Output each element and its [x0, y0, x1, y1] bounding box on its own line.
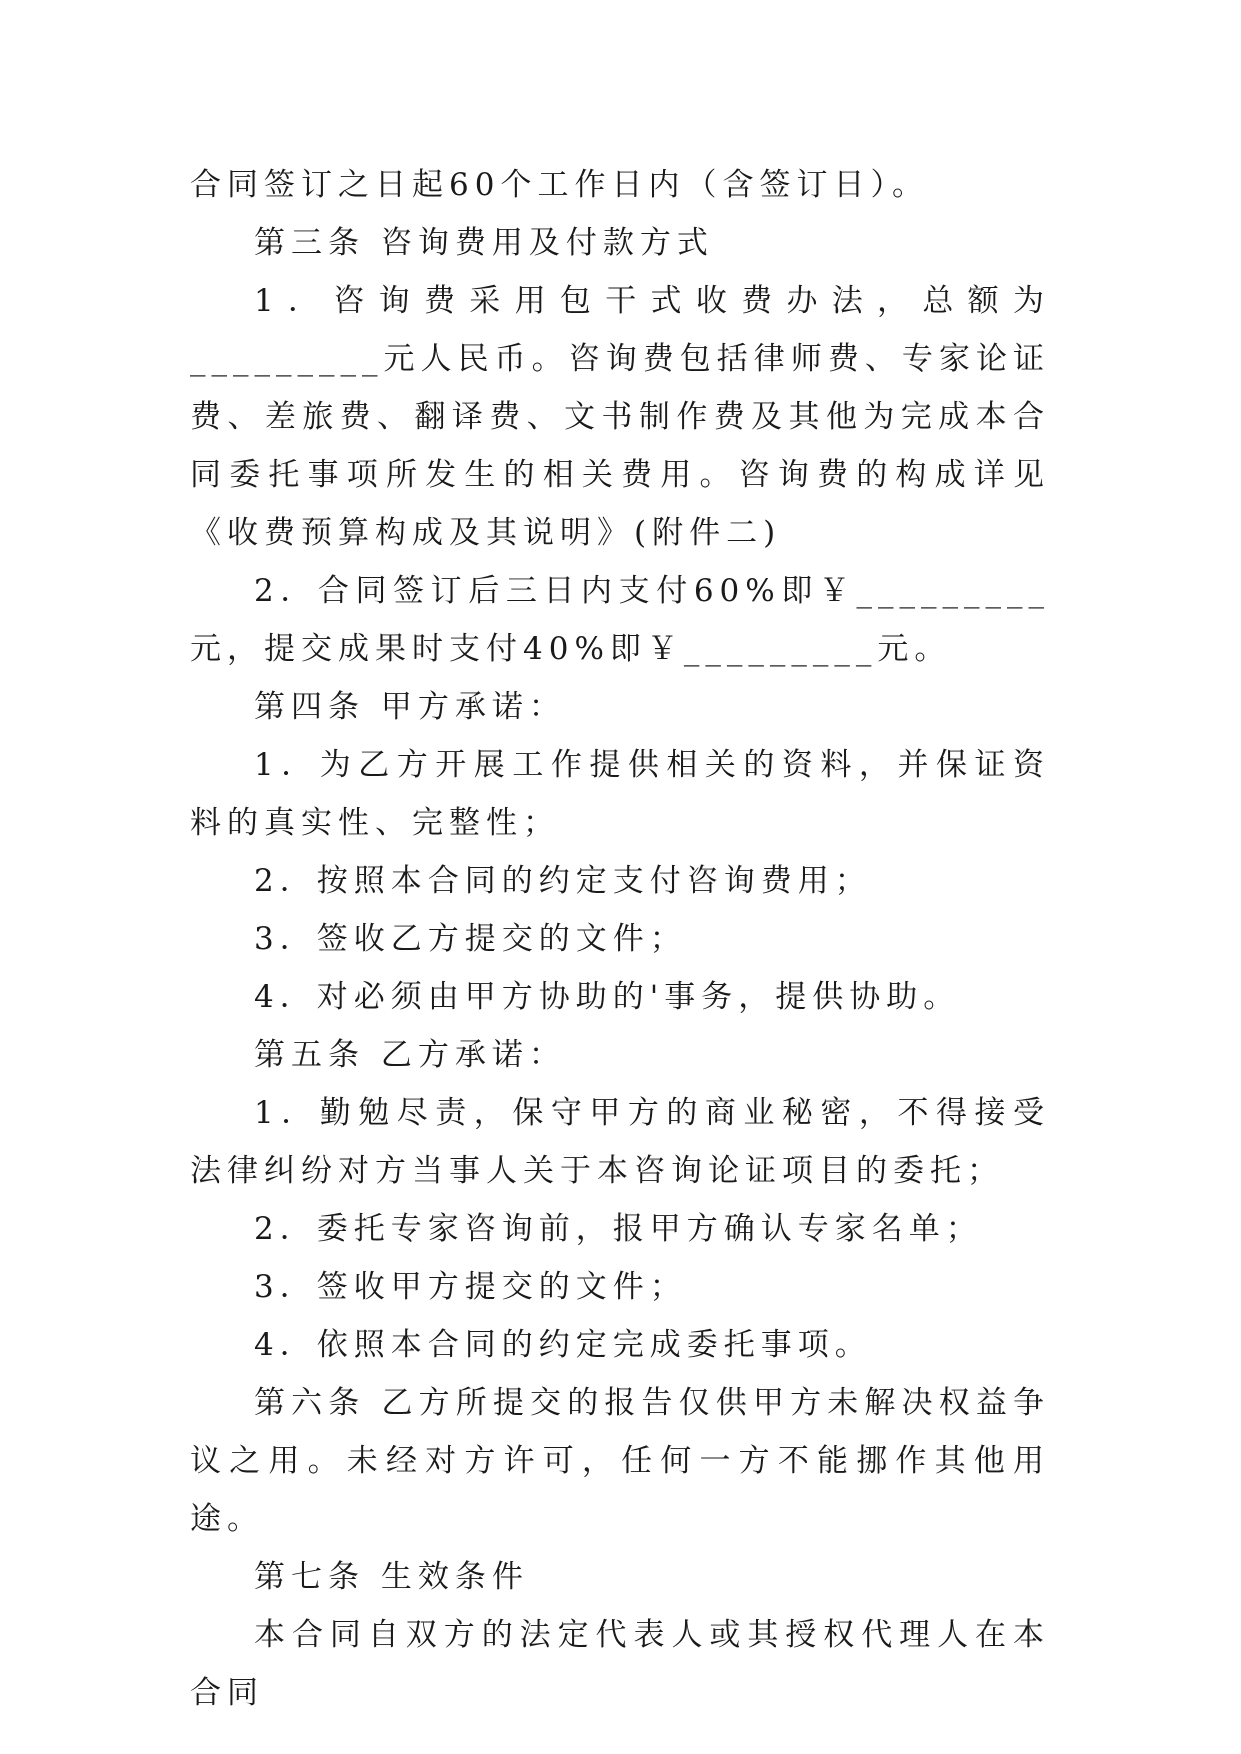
document-body	[190, 156, 1050, 1722]
article-4-heading: 第四条 甲方承诺：	[254, 689, 566, 725]
article-5-heading: 第五条 乙方承诺：	[254, 1037, 566, 1073]
article-7-heading: 第七条 生效条件	[254, 1559, 529, 1595]
article-5-item-2: 2．委托专家咨询前，报甲方确认专家名单；	[254, 1211, 983, 1247]
article-5-item-3: 3．签收甲方提交的文件；	[254, 1269, 687, 1305]
article-3-heading: 第三条 咨询费用及付款方式	[254, 225, 714, 261]
article-3-item-2: 2．合同签订后三日内支付60%即￥_________元，提交成果时支付40%即￥_________元。	[190, 573, 1050, 667]
article-7-body: 本合同自双方的法定代表人或其授权代理人在本合同	[190, 1617, 1050, 1711]
paragraph-continuation: 合同签订之日起60个工作日内（含签订日）。	[190, 167, 929, 203]
article-5-item-4: 4．依照本合同的约定完成委托事项。	[254, 1327, 872, 1363]
article-5-item-1: 1．勤勉尽责，保守甲方的商业秘密，不得接受法律纠纷对方当事人关于本咨询论证项目的委托；	[190, 1095, 1050, 1189]
article-4-item-3: 3．签收乙方提交的文件；	[254, 921, 687, 957]
article-3-item-1: 1．咨询费采用包干式收费办法，总额为_________元人民币。咨询费包括律师费、专家论证费、差旅费、翻译费、文书制作费及其他为完成本合同委托事项所发生的相关费用。咨询费的构成详见《收费预算构成及其说明》(附件二)	[190, 283, 1050, 551]
article-4-item-4: 4．对必须由甲方协助的'事务，提供协助。	[254, 979, 961, 1015]
article-4-item-1: 1．为乙方开展工作提供相关的资料，并保证资料的真实性、完整性；	[190, 747, 1050, 841]
article-4-item-2: 2．按照本合同的约定支付咨询费用；	[254, 863, 872, 899]
article-6: 第六条 乙方所提交的报告仅供甲方未解决权益争议之用。未经对方许可，任何一方不能挪作其他用途。	[190, 1385, 1050, 1537]
